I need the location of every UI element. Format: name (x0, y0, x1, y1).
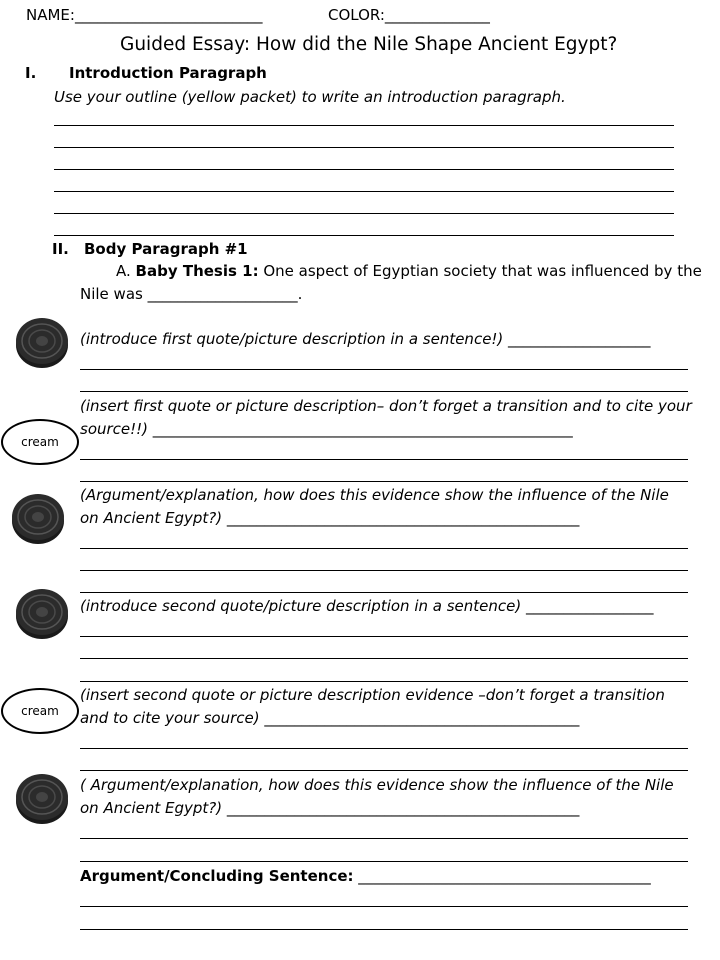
name-field[interactable]: NAME:_________________________ (26, 6, 263, 24)
prompt-insert-second-quote: (insert second quote or picture description evidence –don’t forget a transition (80, 686, 665, 704)
thesis-blank[interactable]: Nile was ____________________. (80, 285, 303, 303)
cream-label: cream (21, 704, 59, 718)
answer-line[interactable] (80, 838, 688, 839)
answer-line[interactable] (80, 548, 688, 549)
thesis-label: Baby Thesis 1: (135, 262, 259, 280)
intro-answer-line[interactable] (54, 125, 674, 126)
answer-line[interactable] (80, 369, 688, 370)
intro-answer-line[interactable] (54, 213, 674, 214)
answer-line[interactable] (80, 861, 688, 862)
prompt-insert-first-quote-cont: source!!) ________________________________________________________ (80, 420, 573, 438)
intro-numeral: I. (25, 64, 37, 82)
page-title (120, 34, 617, 55)
prompt-argument-1-cont: on Ancient Egypt?) _______________________________________________ (80, 509, 580, 527)
answer-line[interactable] (80, 906, 688, 907)
answer-line[interactable] (80, 748, 688, 749)
title-bold: Guided Essay (120, 34, 244, 55)
intro-answer-line[interactable] (54, 147, 674, 148)
answer-line[interactable] (80, 681, 688, 682)
baby-thesis (116, 262, 702, 280)
prompt-insert-second-quote-cont: and to cite your source) __________________________________________ (80, 709, 580, 727)
concluding-label: Argument/Concluding Sentence: (80, 867, 354, 885)
answer-line[interactable] (80, 391, 688, 392)
cream-label: cream (21, 435, 59, 449)
answer-line[interactable] (80, 658, 688, 659)
color-field[interactable]: COLOR:______________ (328, 6, 490, 24)
intro-answer-line[interactable] (54, 235, 674, 236)
oreo-cookie-icon (10, 490, 66, 546)
prompt-argument-1: (Argument/explanation, how does this evidence show the influence of the Nile (80, 486, 669, 504)
body1-numeral: II. (52, 240, 69, 258)
intro-heading: Introduction Paragraph (69, 64, 267, 82)
oreo-cookie-icon (14, 585, 70, 641)
oreo-cookie-icon (14, 770, 70, 826)
thesis-prefix: A. (116, 262, 136, 280)
prompt-insert-first-quote: (insert first quote or picture description– don’t forget a transition and to cite your (80, 397, 692, 415)
prompt-introduce-first-quote: (introduce first quote/picture description in a sentence!) ___________________ (80, 330, 651, 348)
prompt-argument-2: ( Argument/explanation, how does this evidence show the influence of the Nile (80, 776, 674, 794)
cream-oval (1, 688, 79, 734)
intro-answer-line[interactable] (54, 169, 674, 170)
cream-oval (1, 419, 79, 465)
answer-line[interactable] (80, 592, 688, 593)
intro-instruction: Use your outline (yellow packet) to write an introduction paragraph. (54, 88, 566, 106)
answer-line[interactable] (80, 770, 688, 771)
intro-answer-line[interactable] (54, 191, 674, 192)
answer-line[interactable] (80, 459, 688, 460)
thesis-text: One aspect of Egyptian society that was influenced by the (258, 262, 702, 280)
oreo-cookie-icon (14, 314, 70, 370)
title-rest: : How did the Nile Shape Ancient Egypt? (243, 34, 618, 55)
prompt-introduce-second-quote: (introduce second quote/picture description in a sentence) _________________ (80, 597, 654, 615)
concluding-blank[interactable]: _______________________________________ (353, 867, 651, 885)
answer-line[interactable] (80, 481, 688, 482)
concluding-sentence (80, 867, 651, 885)
body1-heading: Body Paragraph #1 (84, 240, 248, 258)
prompt-argument-2-cont: on Ancient Egypt?) _______________________________________________ (80, 799, 580, 817)
answer-line[interactable] (80, 570, 688, 571)
answer-line[interactable] (80, 929, 688, 930)
answer-line[interactable] (80, 636, 688, 637)
